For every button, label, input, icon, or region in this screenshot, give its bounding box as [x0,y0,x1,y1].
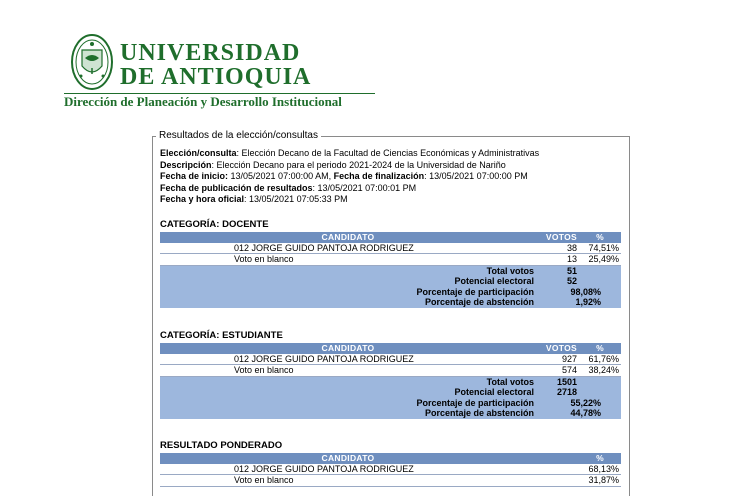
category-title-docente: CATEGORÍA: DOCENTE [160,219,269,230]
header-candidato: CANDIDATO [160,453,536,464]
results-table-estudiante [160,343,621,419]
university-name-line2: DE ANTIOQUIA [120,64,312,90]
info-eleccion: Elección/consulta: Elección Decano de la Facultad de Ciencias Económicas y Administrativas [160,148,540,158]
info-descripcion: Descripción: Elección Decano para el periodo 2021-2024 de la Universidad de Nariño [160,159,506,170]
table-row: 012 JORGE GUIDO PANTOJA RODRIGUEZ 927 61,76% [160,354,621,365]
summary-row: Potencial electoral 2718 [160,387,621,398]
election-info [160,148,539,206]
table-row: 012 JORGE GUIDO PANTOJA RODRIGUEZ 68,13% [160,464,621,475]
summary-row: Porcentaje de abstención 44,78% [160,408,621,419]
table-header [160,232,621,243]
header-pct: % [579,232,621,243]
table-header [160,453,621,464]
summary-row: Potencial electoral 52 [160,276,621,287]
info-fechas: Fecha de inicio: 13/05/2021 07:00:00 AM, Fecha de finalización: 13/05/2021 07:00:00 PM [160,171,528,181]
info-publicacion: Fecha de publicación de resultados: 13/05/2021 07:00:01 PM [160,182,417,193]
header-votos: VOTOS [536,343,579,354]
summary-row: Porcentaje de participación 98,08% [160,287,621,298]
header-pct: % [579,343,621,354]
summary-row: Porcentaje de abstención 1,92% [160,297,621,308]
results-table-docente [160,232,621,308]
table-row: Voto en blanco 13 25,49% [160,254,621,266]
header-votos: VOTOS [536,232,579,243]
category-title-ponderado: RESULTADO PONDERADO [160,440,283,451]
info-oficial: Fecha y hora oficial: 13/05/2021 07:05:33 PM [160,194,348,204]
header-pct: % [579,453,621,464]
category-title-estudiante: CATEGORÍA: ESTUDIANTE [160,330,283,341]
table-row: Voto en blanco 574 38,24% [160,365,621,377]
results-legend: Resultados de la elección/consultas [156,129,321,142]
table-row: Voto en blanco 31,87% [160,475,621,487]
summary-row: Porcentaje de participación 55,22% [160,398,621,409]
summary-row: Total votos 51 [160,265,621,276]
university-name-line1: UNIVERSIDAD [120,40,301,66]
department-name: Dirección de Planeación y Desarrollo Institucional [64,94,342,109]
results-table-ponderado [160,453,621,487]
table-header [160,343,621,354]
university-header [64,32,384,112]
university-seal-icon [70,32,114,92]
header-candidato: CANDIDATO [160,343,536,354]
table-row: 012 JORGE GUIDO PANTOJA RODRIGUEZ 38 74,51% [160,243,621,254]
summary-row: Total votos 1501 [160,376,621,387]
header-candidato: CANDIDATO [160,232,536,243]
